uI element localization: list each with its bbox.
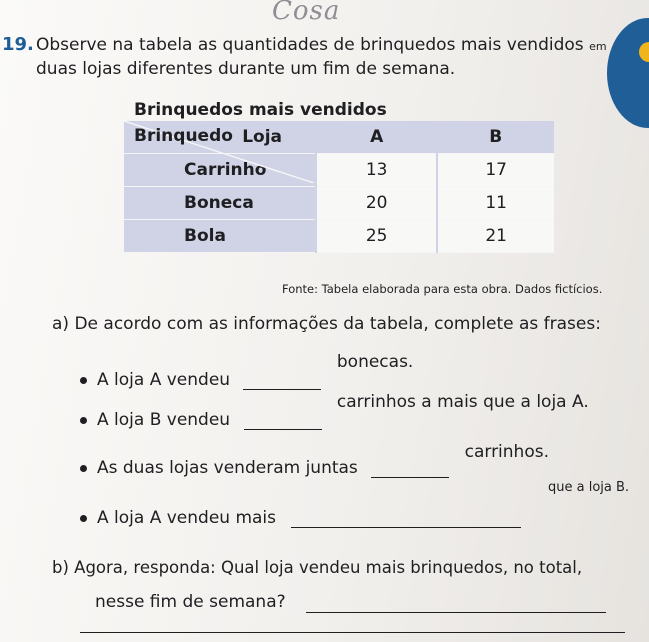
row-label-carrinho: Carrinho xyxy=(124,154,316,187)
corner-header-cell xyxy=(124,121,316,154)
intro-line-1-tail: em xyxy=(589,40,607,53)
question-intro xyxy=(36,34,636,81)
table-title: Brinquedos mais vendidos xyxy=(134,100,387,120)
cell-carrinho-a: 13 xyxy=(316,154,437,187)
toy-sales-table xyxy=(124,121,554,253)
row-label-boneca: Boneca xyxy=(124,187,316,220)
part-b-question-line-2: nesse fim de semana? xyxy=(95,592,286,612)
sentence-1 xyxy=(80,352,414,390)
part-a-prompt: a) De acordo com as informações da tabela, complete as frases: xyxy=(52,314,601,334)
table-source: Fonte: Tabela elaborada para esta obra. Dados fictícios. xyxy=(282,282,603,296)
sentence-1-pre: A loja A vendeu xyxy=(97,370,231,390)
part-b-question-line-1: b) Agora, responda: Qual loja vendeu mais brinquedos, no total, xyxy=(52,558,583,577)
question-number: 19. xyxy=(2,34,34,55)
answer-line-b-2[interactable] xyxy=(80,614,625,633)
answer-blank-2[interactable] xyxy=(244,429,322,430)
cell-bola-b: 21 xyxy=(437,220,554,253)
bullet xyxy=(80,377,87,384)
intro-line-1: Observe na tabela as quantidades de brinquedos mais vendidos xyxy=(36,35,584,55)
header-brinquedo: Brinquedo xyxy=(134,126,233,146)
handwritten-note: Cosa xyxy=(272,0,341,26)
column-header-b: B xyxy=(437,121,554,154)
answer-blank-3[interactable] xyxy=(371,477,449,478)
table-header-row xyxy=(124,121,554,154)
sentence-2-post: carrinhos a mais que a loja A. xyxy=(336,392,589,412)
sentence-3-pre: As duas lojas venderam juntas xyxy=(97,458,358,478)
cell-bola-a: 25 xyxy=(316,220,437,253)
answer-blank-4[interactable] xyxy=(291,527,521,528)
bullet xyxy=(80,515,87,522)
header-loja: Loja xyxy=(242,127,282,147)
sentence-3-post: carrinhos. xyxy=(464,442,549,462)
sentence-1-post: bonecas. xyxy=(336,352,414,372)
table-row xyxy=(124,220,554,253)
cell-boneca-b: 11 xyxy=(437,187,554,220)
table-row xyxy=(124,187,554,220)
intro-line-2: duas lojas diferentes durante um fim de semana. xyxy=(36,59,456,79)
sentence-4-pre: A loja A vendeu mais xyxy=(97,508,277,528)
cell-boneca-a: 20 xyxy=(316,187,437,220)
sentence-4-post: que a loja B. xyxy=(548,480,630,495)
sentence-2 xyxy=(80,392,589,430)
bullet xyxy=(80,417,87,424)
sentence-4 xyxy=(80,508,529,528)
sentence-2-pre: A loja B vendeu xyxy=(97,410,231,430)
column-header-a: A xyxy=(316,121,437,154)
row-label-bola: Bola xyxy=(124,220,316,253)
cell-carrinho-b: 17 xyxy=(437,154,554,187)
answer-line-b-1[interactable] xyxy=(306,594,606,613)
answer-blank-1[interactable] xyxy=(243,389,321,390)
bullet xyxy=(80,465,87,472)
sentence-3 xyxy=(80,442,549,478)
